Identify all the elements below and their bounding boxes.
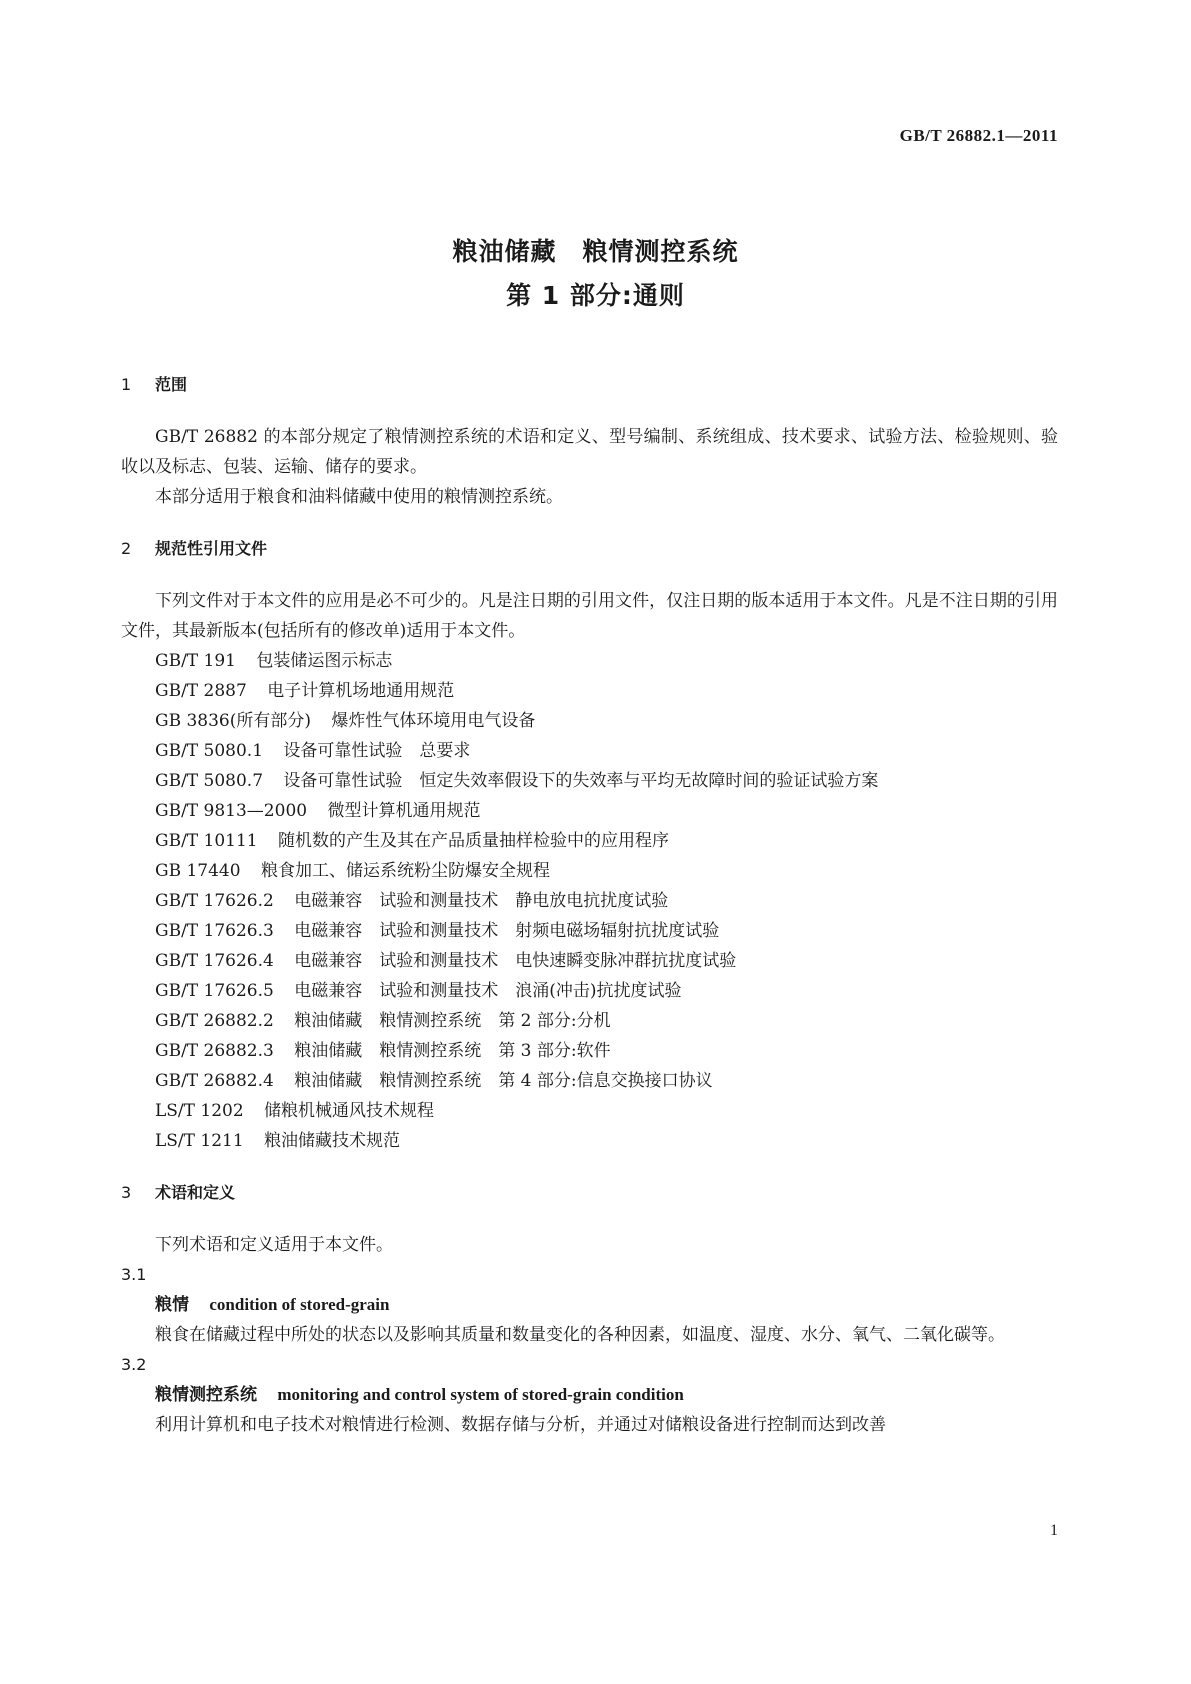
reference-title: 电子计算机场地通用规范 [267,681,455,701]
reference-item [121,886,1058,916]
reference-title: 微型计算机通用规范 [327,801,481,821]
reference-title: 包装储运图示标志 [256,651,393,671]
document-title-line2: 第 1 部分:通则 [506,281,685,310]
term-name [121,1290,1058,1320]
reference-code: GB/T 26882.3 [155,1041,274,1061]
document-body [121,370,1058,1440]
reference-code: LS/T 1202 [155,1101,244,1121]
section-heading-normative-references [121,534,1058,564]
section-heading-terms [121,1178,1058,1208]
section-title: 规范性引用文件 [155,539,268,558]
reference-title: 粮食加工、储运系统粉尘防爆安全规程 [260,861,550,881]
reference-title: 粮油储藏 粮情测控系统 第 4 部分:信息交换接口协议 [294,1071,713,1091]
page-number: 1 [1050,1522,1058,1539]
reference-item [121,916,1058,946]
reference-code: GB 3836(所有部分) [155,711,312,731]
reference-title: 粮油储藏 粮情测控系统 第 2 部分:分机 [294,1011,611,1031]
reference-title: 电磁兼容 试验和测量技术 浪涌(冲击)抗扰度试验 [294,981,682,1001]
reference-item [121,856,1058,886]
section-heading-scope [121,370,1058,400]
reference-code: GB/T 5080.7 [155,771,264,791]
reference-code: GB 17440 [155,861,241,881]
reference-code: GB/T 2887 [155,681,247,701]
reference-item [121,1126,1058,1156]
reference-title: 储粮机械通风技术规程 [264,1101,435,1121]
reference-item [121,676,1058,706]
paragraph: 下列术语和定义适用于本文件。 [155,1235,393,1255]
paragraph: GB/T 26882 的本部分规定了粮情测控系统的术语和定义、型号编制、系统组成、技术要求、试验方法、检验规则、验收以及标志、包装、运输、储存的要求。 [121,427,1058,477]
reference-title: 电磁兼容 试验和测量技术 电快速瞬变脉冲群抗扰度试验 [294,951,737,971]
reference-code: LS/T 1211 [155,1131,244,1151]
reference-code: GB/T 26882.4 [155,1071,274,1091]
reference-code: GB/T 9813—2000 [155,801,308,821]
reference-item [121,826,1058,856]
section-title: 范围 [155,375,188,394]
term-en: condition of stored-grain [209,1295,390,1314]
reference-list [121,646,1058,1156]
term-name [121,1380,1058,1410]
paragraph: 下列文件对于本文件的应用是必不可少的。凡是注日期的引用文件，仅注日期的版本适用于本文件。凡是不注日期的引用文件，其最新版本(包括所有的修改单)适用于本文件。 [121,591,1058,641]
reference-title: 粮油储藏 粮情测控系统 第 3 部分:软件 [294,1041,611,1061]
reference-code: GB/T 17626.3 [155,921,274,941]
reference-code: GB/T 26882.2 [155,1011,274,1031]
reference-title: 设备可靠性试验 恒定失效率假设下的失效率与平均无故障时间的验证试验方案 [283,771,879,791]
reference-code: GB/T 191 [155,651,236,671]
reference-title: 随机数的产生及其在产品质量抽样检验中的应用程序 [278,831,670,851]
term-number: 3.2 [121,1355,147,1374]
reference-title: 粮油储藏技术规范 [264,1131,401,1151]
term-number: 3.1 [121,1265,147,1284]
reference-title: 电磁兼容 试验和测量技术 射频电磁场辐射抗扰度试验 [294,921,720,941]
term-definition: 粮食在储藏过程中所处的状态以及影响其质量和数量变化的各种因素，如温度、湿度、水分、氧气、二氧化碳等。 [155,1325,1005,1345]
reference-code: GB/T 17626.4 [155,951,274,971]
term-zh: 粮情测控系统 [155,1385,257,1405]
reference-title: 电磁兼容 试验和测量技术 静电放电抗扰度试验 [294,891,669,911]
reference-title: 爆炸性气体环境用电气设备 [331,711,536,731]
term-en: monitoring and control system of stored-grain condition [277,1385,684,1404]
reference-item [121,946,1058,976]
reference-code: GB/T 17626.2 [155,891,274,911]
reference-code: GB/T 5080.1 [155,741,264,761]
reference-item [121,1066,1058,1096]
reference-item [121,976,1058,1006]
reference-item [121,766,1058,796]
section-title: 术语和定义 [155,1183,236,1202]
reference-code: GB/T 17626.5 [155,981,274,1001]
paragraph: 本部分适用于粮食和油料储藏中使用的粮情测控系统。 [155,487,563,507]
reference-code: GB/T 10111 [155,831,258,851]
reference-item [121,706,1058,736]
section-number: 3 [121,1183,132,1202]
term-zh: 粮情 [155,1295,189,1315]
reference-item [121,1036,1058,1066]
standard-number: GB/T 26882.1—2011 [899,126,1058,145]
reference-item [121,796,1058,826]
reference-title: 设备可靠性试验 总要求 [283,741,471,761]
section-number: 1 [121,375,132,394]
section-number: 2 [121,539,132,558]
reference-item [121,646,1058,676]
reference-item [121,1006,1058,1036]
reference-item [121,736,1058,766]
term-definition: 利用计算机和电子技术对粮情进行检测、数据存储与分析，并通过对储粮设备进行控制而达到改善 [155,1415,886,1435]
reference-item [121,1096,1058,1126]
document-title-line1: 粮油储藏 粮情测控系统 [452,237,739,266]
